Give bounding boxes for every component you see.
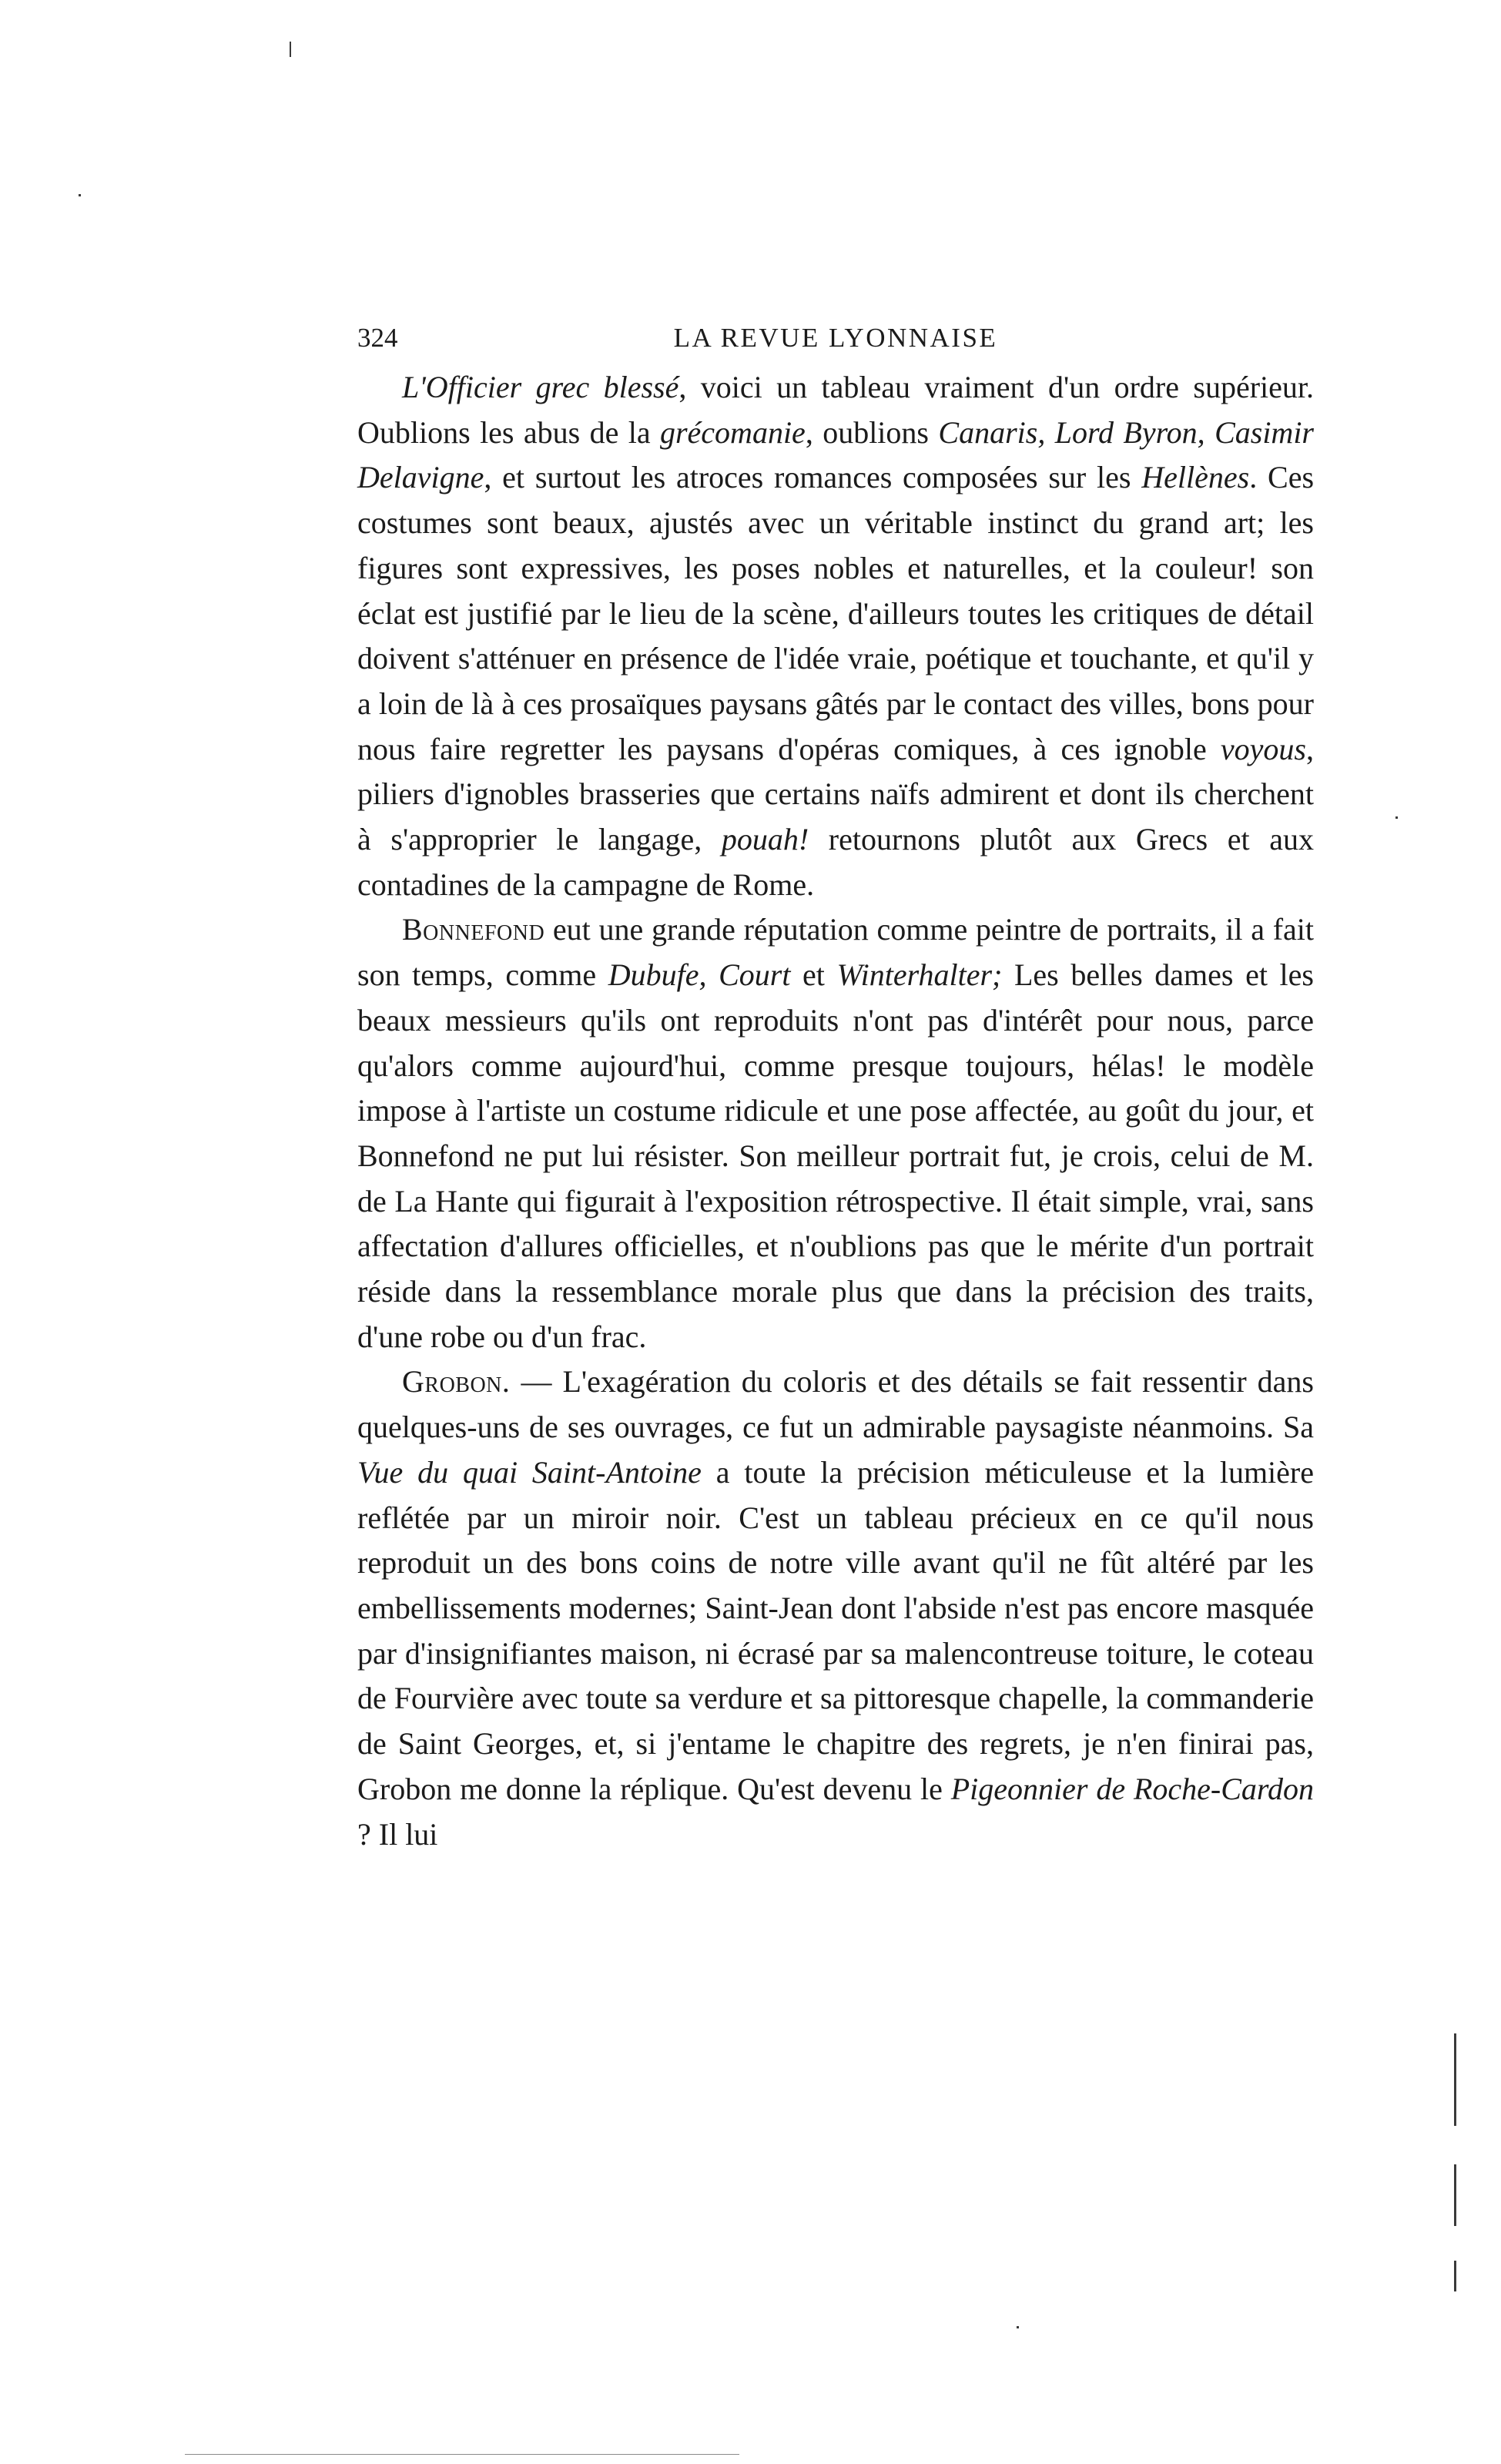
scan-speck [79, 194, 81, 196]
emphasis: Winterhalter; [836, 957, 1003, 993]
text-run: . Ces costumes sont beaux, ajustés avec un véritable instinct du grand art; les figures sont expressives, les poses nobles et naturelles, et la couleur! son éclat est justifié par le lieu de la scène, d'ailleurs toutes les critiques de détail doivent s'atténuer en présence de l'idée vraie, poétique et touchante, et qu'il y a loin de là à ces prosaïques paysans gâtés par le contact des villes, bons pour nous faire regretter les paysans d'opéras comiques, à ces ignoble [357, 460, 1315, 766]
text-run: , et surtout les atroces romances composées sur les [484, 460, 1142, 495]
paragraph-officier-grec [357, 365, 1314, 907]
paragraph-bonnefond [357, 907, 1314, 1359]
artwork-title: Pigeonnier de Roche-Cardon [950, 1771, 1314, 1806]
scan-speck [1454, 2033, 1456, 2126]
text-run: ? Il lui [357, 1816, 438, 1852]
artwork-title: L'Officier grec blessé [402, 370, 679, 404]
artwork-title: Vue du quai Saint-Antoine [357, 1454, 702, 1490]
scan-edge-rule [185, 2454, 739, 2455]
book-page [357, 311, 1314, 1857]
emphasis: Canaris, Lord Byron, Casimir Delavigne [357, 414, 1314, 495]
text-run: , oublions [805, 414, 939, 450]
text-run: eut une grande réputation comme peintre de portraits, il a fait son temps, comme [357, 912, 1314, 993]
artist-name: Bonnefond [402, 912, 545, 947]
text-run: — L'exagération du coloris et des détails se fait ressentir dans quelques-uns de ses ouvrages, ce fut un admirable paysagiste néanmoins. Sa [357, 1364, 1314, 1445]
text-run: , piliers d'ignobles brasseries que certains naïfs admirent et dont ils cherchent à s'approprier le langage, [357, 731, 1314, 857]
text-run: Les belles dames et les beaux messieurs qu'ils ont reproduits n'ont pas d'intérêt pour nous, parce qu'alors comme aujourd'hui, comme presque toujours, hélas! le modèle impose à l'artiste un costume ridicule et une pose affectée, au goût du jour, et Bonnefond ne put lui résister. Son meilleur portrait fut, je crois, celui de M. de La Hante qui figurait à l'exposition rétrospective. Il était simple, vrai, sans affectation d'allures officielles, et n'oublions pas que le mérite d'un portrait réside dans la ressemblance morale plus que dans la précision des traits, d'une robe ou d'un frac. [357, 957, 1314, 1354]
scan-speck [290, 42, 291, 57]
scan-speck [1017, 2326, 1019, 2328]
artist-name: Grobon. [402, 1364, 511, 1400]
emphasis: Hellènes [1141, 460, 1250, 495]
emphasis: voyous [1220, 731, 1306, 766]
text-run: et [790, 957, 837, 993]
emphasis: Dubufe, Court [608, 957, 791, 993]
running-head [357, 311, 1314, 365]
journal-title: LA REVUE LYONNAISE [673, 323, 998, 353]
scan-speck [1454, 2164, 1456, 2226]
page-number: 324 [357, 323, 398, 353]
paragraph-grobon [357, 1359, 1314, 1857]
text-run: retournons plutôt aux Grecs et aux contadines de la campagne de Rome. [357, 822, 1314, 902]
emphasis: pouah! [721, 822, 809, 857]
emphasis: grécomanie [659, 414, 806, 450]
scan-speck [1454, 2261, 1456, 2291]
scan-speck [1395, 816, 1398, 819]
text-run: , voici un tableau vraiment d'un ordre supérieur. Oublions les abus de la [357, 370, 1315, 450]
text-run: a toute la précision méticuleuse et la lumière reflétée par un miroir noir. C'est un tableau précieux en ce qu'il nous reproduit un des bons coins de notre ville avant qu'il ne fût altéré par les embellissements modernes; Saint-Jean dont l'abside n'est pas encore masquée par d'insignifiantes maison, ni écrasé par sa malencontreuse toiture, le coteau de Fourvière avec toute sa verdure et sa pittoresque chapelle, la commanderie de Saint Georges, et, si j'entame le chapitre des regrets, je n'en finirai pas, Grobon me donne la réplique. Qu'est devenu le [357, 1454, 1314, 1806]
